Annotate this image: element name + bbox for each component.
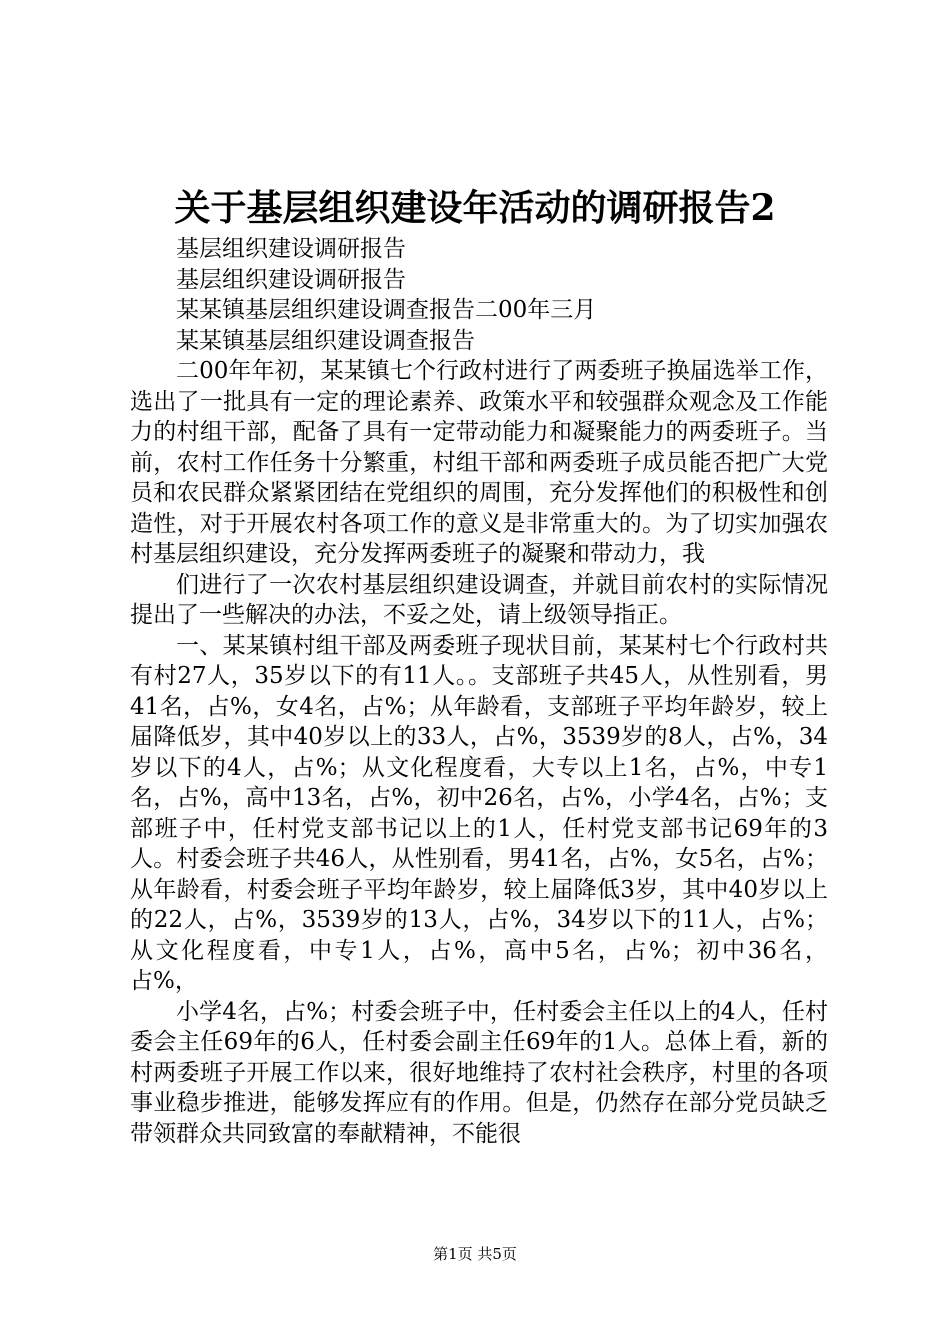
body-paragraph: 基层组织建设调研报告: [176, 236, 406, 262]
page-number-footer: 第1页 共5页: [433, 1245, 517, 1263]
document-body: [130, 234, 828, 1149]
body-paragraph: 某某镇基层组织建设调查报告: [176, 327, 475, 354]
body-paragraph: 某某镇基层组织建设调查报告二00年三月: [176, 297, 597, 323]
body-paragraph: 小学4名，占%；村委会班子中，任村委会主任以上的4人，任村委会主任69年的6人，任村委会副主任69年的1人。总体上看，新的村两委班子开展工作以来，很好地维持了农村社会秩序，村里的各项事业稳步推进，能够发挥应有的作用。但是，仍然存在部分党员缺乏带领群众共同致富的奉献精神，不能很: [130, 998, 828, 1147]
document-title: 关于基层组织建设年活动的调研报告2: [174, 187, 776, 229]
body-paragraph: 一、某某镇村组干部及两委班子现状目前，某某村七个行政村共有村27人，35岁以下的有11人。。支部班子共45人，从性别看，男41名，占%，女4名，占%；从年龄看，支部班子平均年龄岁，较上届降低岁，其中40岁以上的33人，占%，3539岁的8人，占%，34岁以下的4人，占%；从文化程度看，大专以上1名，占%，中专1名，占%，高中13名，占%，初中26名，占%，小学4名，占%；支部班子中，任村党支部书记以上的1人，任村党支部书记69年的3人。村委会班子共46人，从性别看，男41名，占%，女5名，占%；从年龄看，村委会班子平均年龄岁，较上届降低3岁，其中40岁以上的22人，占%，3539岁的13人，占%，34岁以下的11人，占%；从文化程度看，中专1人，占%，高中5名，占%；初中36名，占%，: [130, 632, 828, 994]
body-paragraph: 们进行了一次农村基层组织建设调查，并就目前农村的实际情况提出了一些解决的办法，不妥之处，请上级领导指正。: [130, 571, 828, 628]
body-paragraph: 二00年年初，某某镇七个行政村进行了两委班子换届选举工作，选出了一批具有一定的理论素养、政策水平和较强群众观念及工作能力的村组干部，配备了具有一定带动能力和凝聚能力的两委班子。当前，农村工作任务十分繁重，村组干部和两委班子成员能否把广大党员和农民群众紧紧团结在党组织的周围，充分发挥他们的积极性和创造性，对于开展农村各项工作的意义是非常重大的。为了切实加强农村基层组织建设，充分发挥两委班子的凝聚和带动力，我: [130, 358, 828, 567]
body-paragraph: 基层组织建设调研报告: [176, 266, 406, 293]
